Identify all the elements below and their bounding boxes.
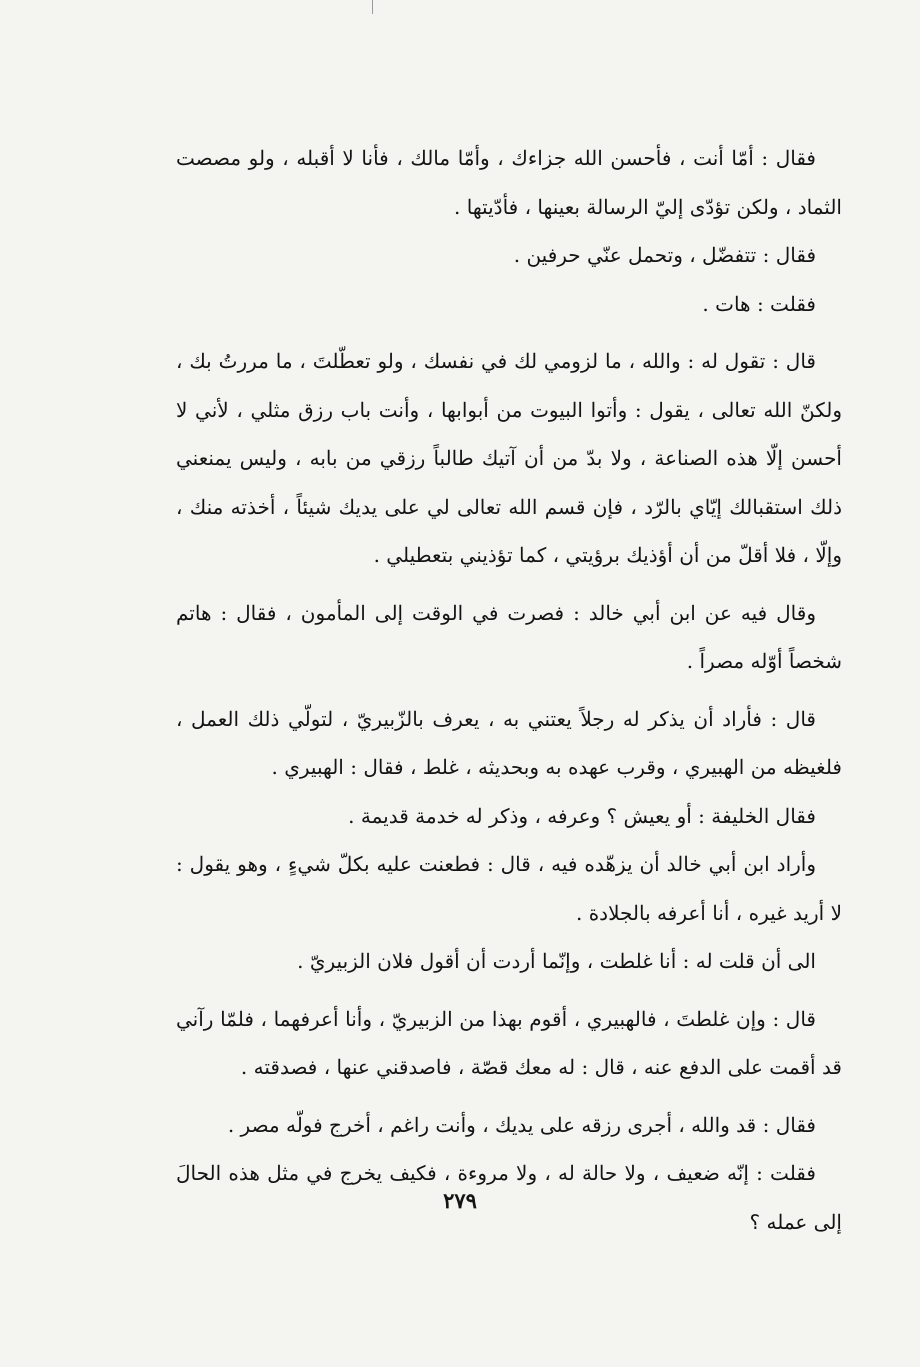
paragraph: قال : وإن غلطتَ ، فالهبيري ، أقوم بهذا من الزبيريّ ، وأنا أعرفهما ، فلمّا رآني قد أقمت على الدفع عنه ، قال : له معك قصّة ، فاصدقني عنها ، فصدقته . [176,1006,842,1079]
paragraph: قال : تقول له : والله ، ما لزومي لك في نفسك ، ولو تعطّلتَ ، ما مررتُ بك ، ولكنّ الله تعالى ، يقول : وأتوا البيوت من أبوابها ، وأنت باب رزق مثلي ، لأني لا أحسن إلّا هذه الصناعة ، ولا بدّ من أن آتيك طالباً رزقي من بابه ، وليس يمنعني ذلك استقبالك إيّاي بالرّد ، فإن قسم الله تعالى لي على يديك شيئاً ، أخذته منك ، وإلّا ، فلا أقلّ من أن أؤذيك برؤيتي ، كما تؤذيني بتعطيلي . [176,349,842,567]
paragraph: فقلت : إنّه ضعيف ، ولا حالة له ، ولا مروءة ، فكيف يخرج في مثل هذه الحالَ إلى عمله ؟ [176,1161,842,1234]
paragraph: وقال فيه عن ابن أبي خالد : فصرت في الوقت إلى المأمون ، فقال : هاتم شخصاً أوّله مصراً . [176,600,842,673]
paragraph: قال : فأراد أن يذكر له رجلاً يعتني به ، يعرف بالزّبيريّ ، لتولّي ذلك العمل ، فلغيظه من الهبيري ، وقرب عهده به وبحديثه ، غلط ، فقال : الهبيري . [176,706,842,779]
paragraph: فقال : تتفضّل ، وتحمل عنّي حرفين . [513,243,816,267]
paragraph: فقال الخليفة : أو يعيش ؟ وعرفه ، وذكر له خدمة قديمة . [348,803,816,828]
paragraph: فقال : قد والله ، أجرى رزقه على يديك ، وأنت راغم ، أخرج فولّه مصر . [227,1112,816,1137]
paragraph: فقال : أمّا أنت ، فأحسن الله جزاءك ، وأمّا مالك ، فأنا لا أقبله ، ولو مصصت الثماد ، ولكن تؤدّى إليّ الرسالة بعينها ، فأدّيتها . [176,146,842,219]
scan-mark [372,0,373,14]
paragraph: وأراد ابن أبي خالد أن يزهّده فيه ، قال : فطعنت عليه بكلّ شيءٍ ، وهو يقول : لا أريد غيره ، أنا أعرفه بالجلادة . [176,852,842,925]
paragraph: فقلت : هات . [702,291,816,316]
paragraph: الى أن قلت له : أنا غلطت ، وإنّما أردت أن أقول فلان الزبيريّ . [297,949,816,973]
body-text [176,134,842,1246]
page-number: ٢٧٩ [443,1188,477,1213]
